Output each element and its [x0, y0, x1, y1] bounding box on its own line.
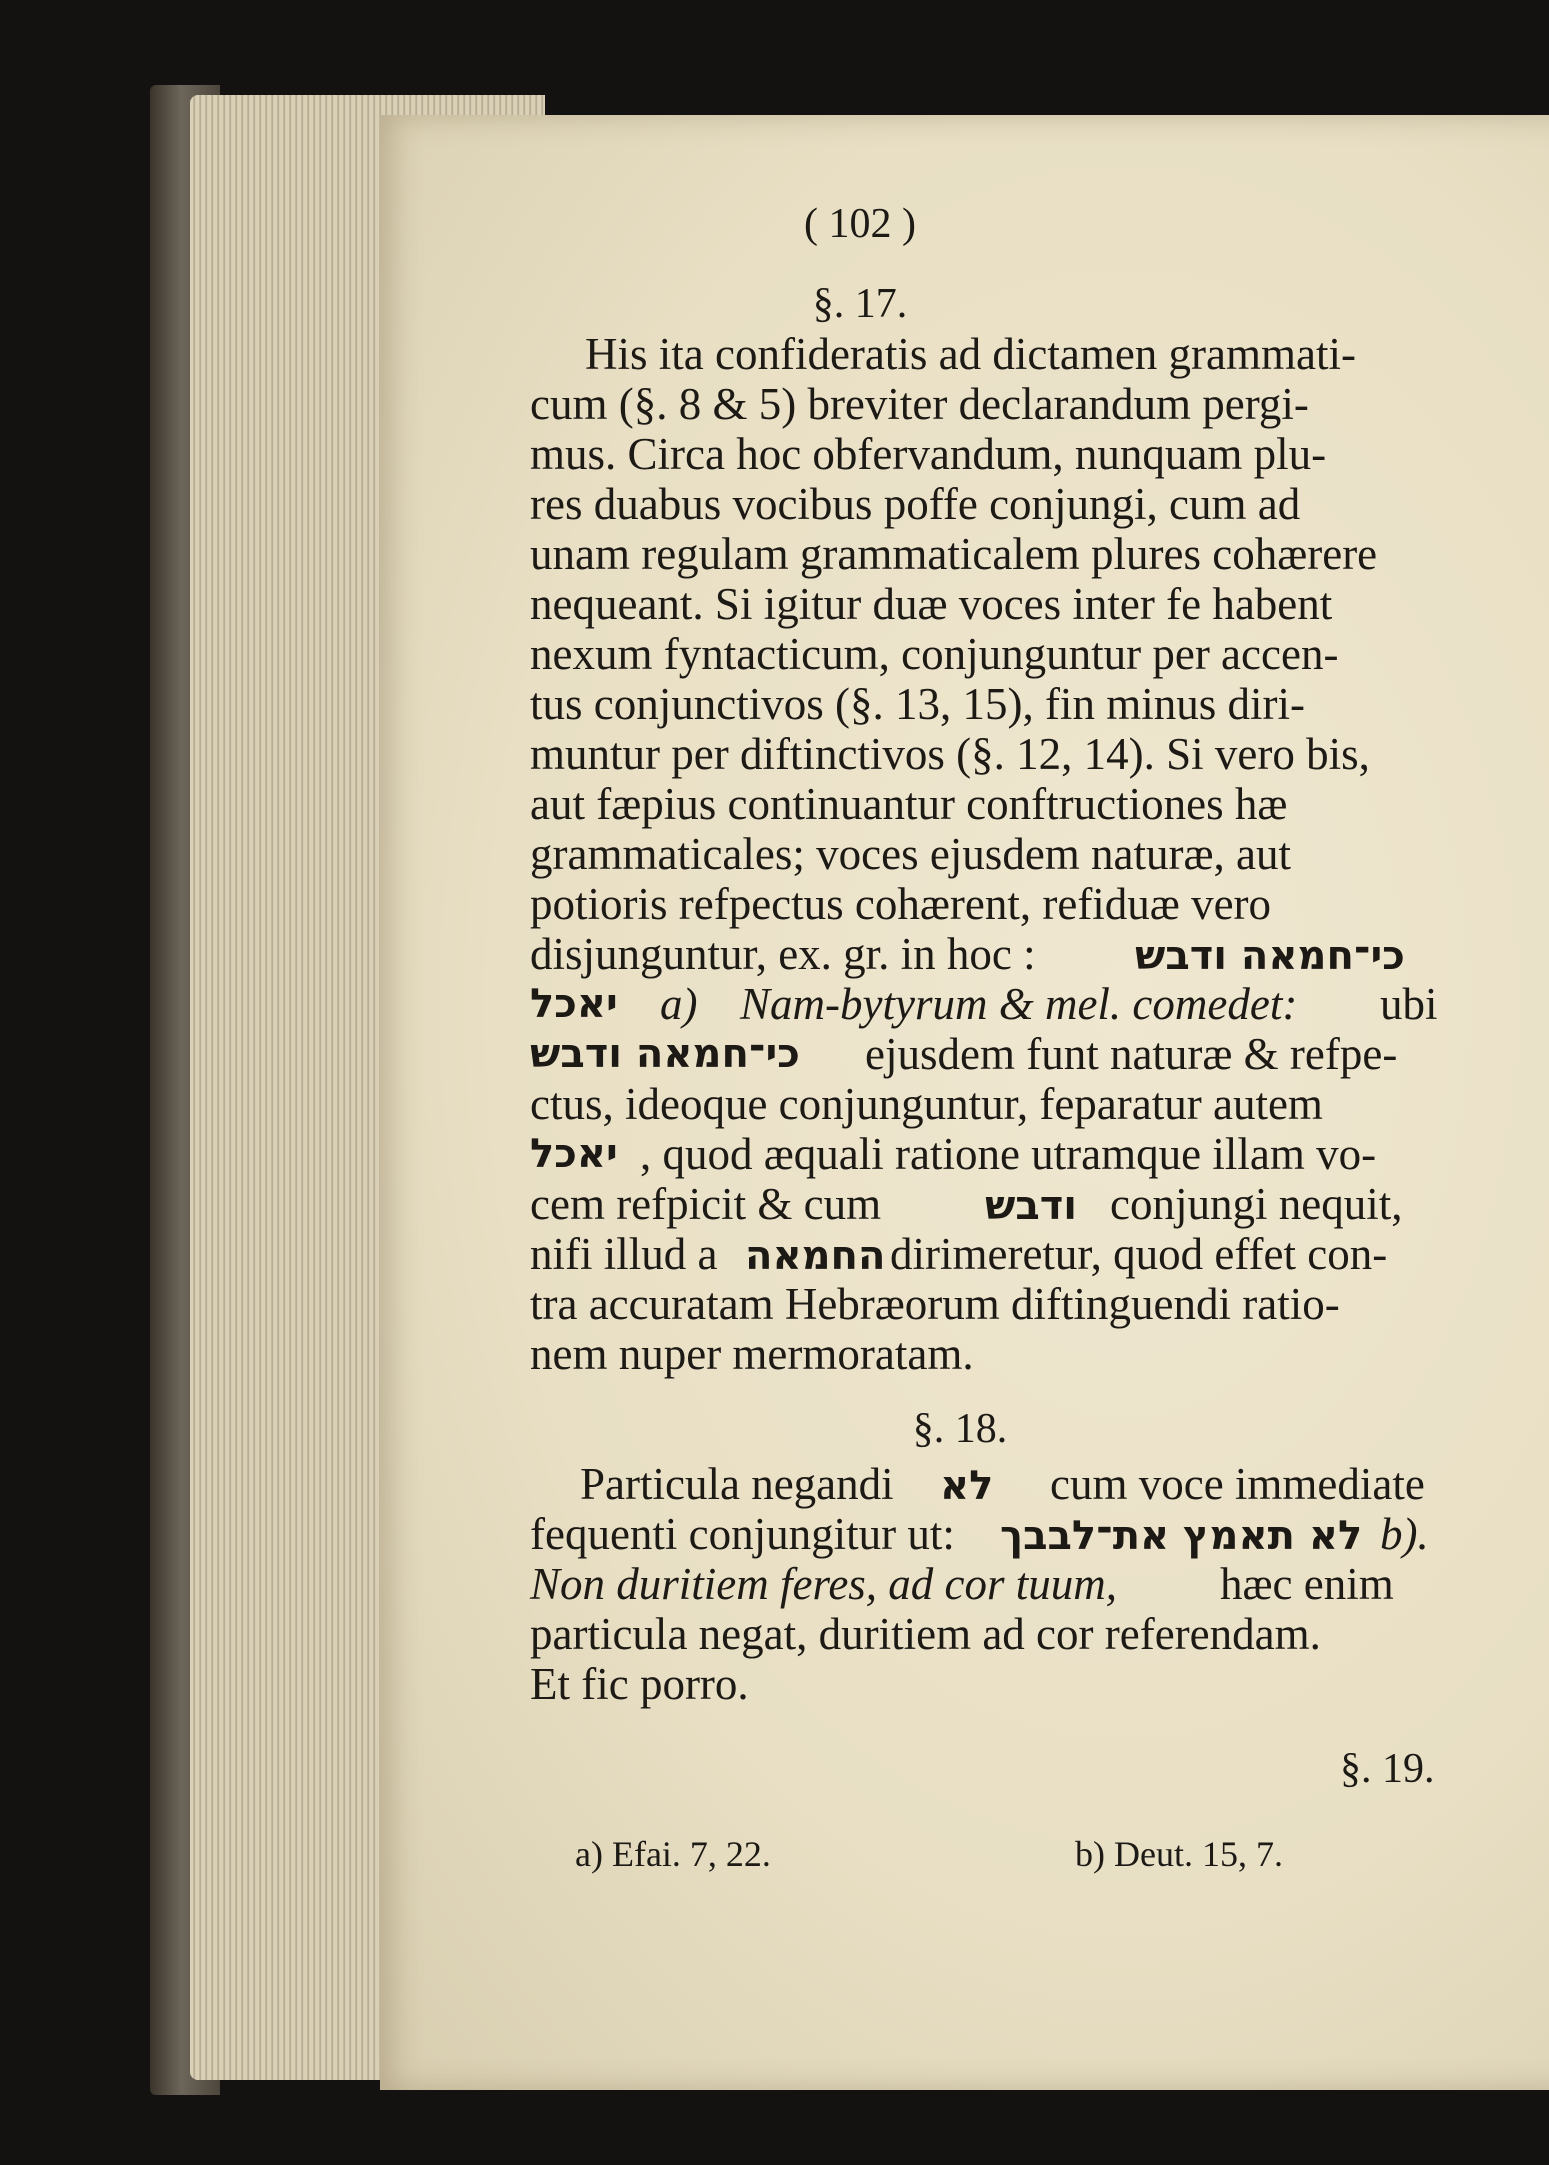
text-line: His ita confideratis ad dictamen grammati- [585, 329, 1356, 379]
text-line: mus. Circa hoc obfervandum, nunquam plu- [530, 429, 1327, 479]
line-text: conjungi nequit, [1110, 1179, 1403, 1229]
line-text: disjunguntur, ex. gr. in hoc : [530, 929, 1036, 979]
hebrew-word: ודבש [985, 1183, 1077, 1229]
line-text: cem refpicit & cum [530, 1179, 882, 1229]
text-line: Et fic porro. [530, 1659, 749, 1709]
text-line: cum (§. 8 & 5) breviter declarandum pergi- [530, 379, 1309, 429]
line-text: hæc enim [1220, 1559, 1394, 1609]
text-line: res duabus vocibus poffe conjungi, cum ad [530, 479, 1301, 529]
footnote-ref-b: b). [1380, 1509, 1429, 1559]
hebrew-word: החמאה [745, 1233, 886, 1279]
text-line: potioris refpectus cohærent, refiduæ vero [530, 879, 1272, 929]
line-text: , quod æquali ratione utramque illam vo- [640, 1129, 1377, 1179]
hebrew-word: לא [940, 1463, 994, 1509]
text-line: nexum fyntacticum, conjunguntur per accen- [530, 629, 1339, 679]
footnote-a: a) Efai. 7, 22. [575, 1834, 771, 1874]
catchword: §. 19. [1340, 1746, 1435, 1792]
text-line: tra accuratam Hebræorum diftinguendi ratio- [530, 1279, 1340, 1329]
footnote-ref-a: a) [660, 979, 698, 1029]
hebrew-phrase: כי־חמאה ודבש [530, 1031, 800, 1077]
text-line: tus conjunctivos (§. 13, 15), fin minus diri- [530, 679, 1305, 729]
text-line: muntur per diftinctivos (§. 12, 14). Si vero bis, [530, 729, 1370, 779]
text-line: aut fæpius continuantur conftructiones hæ [530, 779, 1288, 829]
text-line: unam regulam grammaticalem plures cohærere [530, 529, 1378, 579]
line-text: ejusdem funt naturæ & refpe- [865, 1029, 1398, 1079]
line-text: nifi illud a [530, 1229, 718, 1279]
hebrew-phrase: כי־חמאה ודבש [1135, 933, 1405, 979]
hebrew-phrase: לא תאמץ את־לבבך [1000, 1513, 1363, 1559]
text-line: nem nuper mermoratam. [530, 1329, 974, 1379]
text-line: particula negat, duritiem ad cor referendam. [530, 1609, 1321, 1659]
section-17-heading: §. 17. [812, 281, 908, 327]
italic-translation: Nam-bytyrum & mel. comedet: [740, 979, 1298, 1029]
text-line: grammaticales; voces ejusdem naturæ, aut [530, 829, 1292, 879]
line-text: dirimeretur, quod effet con- [890, 1229, 1388, 1279]
text-line: nequeant. Si igitur duæ voces inter fe habent [530, 579, 1333, 629]
page-number: ( 102 ) [804, 201, 916, 247]
line-text: cum voce immediate [1050, 1459, 1425, 1509]
footnote-b: b) Deut. 15, 7. [1075, 1834, 1283, 1874]
line-text: fequenti conjungitur ut: [530, 1509, 955, 1559]
hebrew-word: יאכל [530, 981, 618, 1027]
line-text: ubi [1380, 979, 1438, 1029]
hebrew-word: יאכל [530, 1131, 618, 1177]
line-text: Particula negandi [580, 1459, 894, 1509]
italic-translation: Non duritiem feres, ad cor tuum, [530, 1559, 1118, 1609]
text-line: ctus, ideoque conjunguntur, feparatur autem [530, 1079, 1323, 1129]
text-line [530, 930, 1036, 979]
section-18-heading: §. 18. [912, 1406, 1008, 1452]
